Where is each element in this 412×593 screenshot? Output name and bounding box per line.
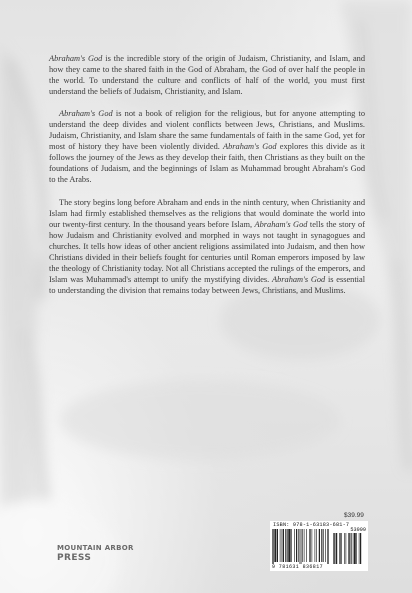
addon-bar [356,533,357,564]
addon-bar [359,533,360,564]
description-run: is the incredible story of the origin of Judaism, Christianity, and Islam, and how they came to the shared faith in the God of Abraham, the God of over half the people in the world. To understand the culture and conflicts of half of the world, you must first understand the beliefs of Judaism, Christianity, and Islam. [49,54,365,97]
addon-bar [361,533,362,564]
barcode-bar [282,529,283,562]
barcode-bar [294,529,295,562]
addon-bar [344,533,345,564]
addon-bar [348,533,349,564]
barcode-bar [283,529,284,562]
addon-bar [340,533,341,564]
barcode-bar [274,529,275,562]
addon-bar [355,533,356,564]
publisher-name-line1: MOUNTAIN ARBOR [57,544,134,552]
barcode-bar [291,529,292,562]
barcode-bar [321,529,322,562]
ean-digits: 9 781631 836817 [272,564,324,570]
addon-number: 53999 [350,527,366,533]
book-title-italic: Abraham's God [272,274,326,284]
addon-bar [353,533,354,564]
barcode-bar [296,529,297,562]
barcode-bar [287,529,288,562]
addon-bar [336,533,337,564]
book-title-italic: Abraham's God [49,54,103,63]
barcode-bar [323,529,324,562]
barcode-bar [280,529,281,562]
barcode-bars [272,529,366,564]
barcode-bar [277,529,278,562]
addon-bar [341,533,342,564]
addon-bar [335,533,336,564]
barcode-bar [297,529,298,562]
barcode-bar [275,529,276,562]
addon-bar [337,533,338,564]
description-paragraph-3 [49,197,365,296]
barcode-bar [310,529,311,562]
addon-bar [360,533,361,564]
barcode-bar [277,529,278,562]
barcode-bar [316,529,317,562]
price-label: $39.99 [344,512,364,519]
barcode-bar [298,529,299,562]
description-text [49,53,365,307]
barcode-bar [312,529,313,562]
description-paragraph-2 [49,108,365,185]
addon-bar [350,533,351,564]
barcode-bar [289,529,290,562]
description-run: is essential to understanding the division that remains today between Jews, Christians, and Muslims. [49,274,366,295]
barcode-bar [300,529,301,564]
barcode-bar [283,529,284,562]
barcode-bar [273,529,274,564]
description-run: explores this divide as it follows the journey of the Jews as they develop their faith, then Christians as they built on the foundations of Judaism, and the beginnings of Islam as Muhammad brought Abraham's God to the Arabs. [49,142,366,185]
barcode-bar [288,529,289,562]
description-paragraph-1 [49,53,365,97]
addon-bar [334,533,335,564]
publisher-name-line2: PRESS [57,553,92,563]
book-title-italic: Abraham's God [223,142,277,152]
barcode-bar [276,529,277,562]
addon-bar [351,533,352,564]
barcode-bar [322,529,323,562]
barcode-bar [309,529,310,562]
description-run: is not a book of religion for the religious, but for anyone attempting to understand the deep divides and violent conflicts between Jews, Christians, and Muslims. Judaism, Christianity, and Islam share the same fundamentals of faith in the same God, yet for most of history they have been violently divided. [49,109,365,152]
barcode-bar [286,529,287,562]
barcode-bar [327,529,328,564]
addon-bar [346,533,347,564]
addon-bar [354,533,355,564]
barcode-bar [325,529,326,562]
barcode-bar [272,529,273,564]
description-run: tells the story of how Judaism and Christianity evolved and morphed in ways not taught in synagogues and churches. It tells how ideas of other ancient religions assimilated into Judaism, and then how Christians divided in their beliefs fought for centuries until Roman emperors imposed by law the theology of Christianity today. Not all Christians accepted the rulings of the emperors, and Islam was Muhammad's attempt to unify the mystifying divides. [49,219,365,284]
addon-bar [333,533,334,564]
addon-bar [339,533,340,564]
barcode-bar [302,529,303,562]
barcode-bar [301,529,302,564]
barcode-bar [290,529,291,562]
description-run: The story begins long before Abraham and ends in the ninth century, when Christianity and Islam had firmly established themselves as the religions that would dominate the world into our twenty-first century. In the thousand years before Islam, [49,197,365,229]
barcode-bar [304,529,305,562]
barcode-bar [289,529,290,562]
book-title-italic: Abraham's God [59,109,113,119]
barcode-bar [319,529,320,562]
barcode-bar [319,529,320,562]
publisher-logo [57,543,134,563]
barcode-bar [285,529,286,562]
addon-bar [349,533,350,564]
addon-bar [355,533,356,564]
isbn-barcode [270,521,368,571]
barcode-bar [328,529,329,564]
barcode-bar [306,529,307,562]
barcode-bar [315,529,316,562]
book-title-italic: Abraham's God [254,219,308,229]
isbn-text: ISBN: 978-1-63183-681-7 [273,522,350,528]
